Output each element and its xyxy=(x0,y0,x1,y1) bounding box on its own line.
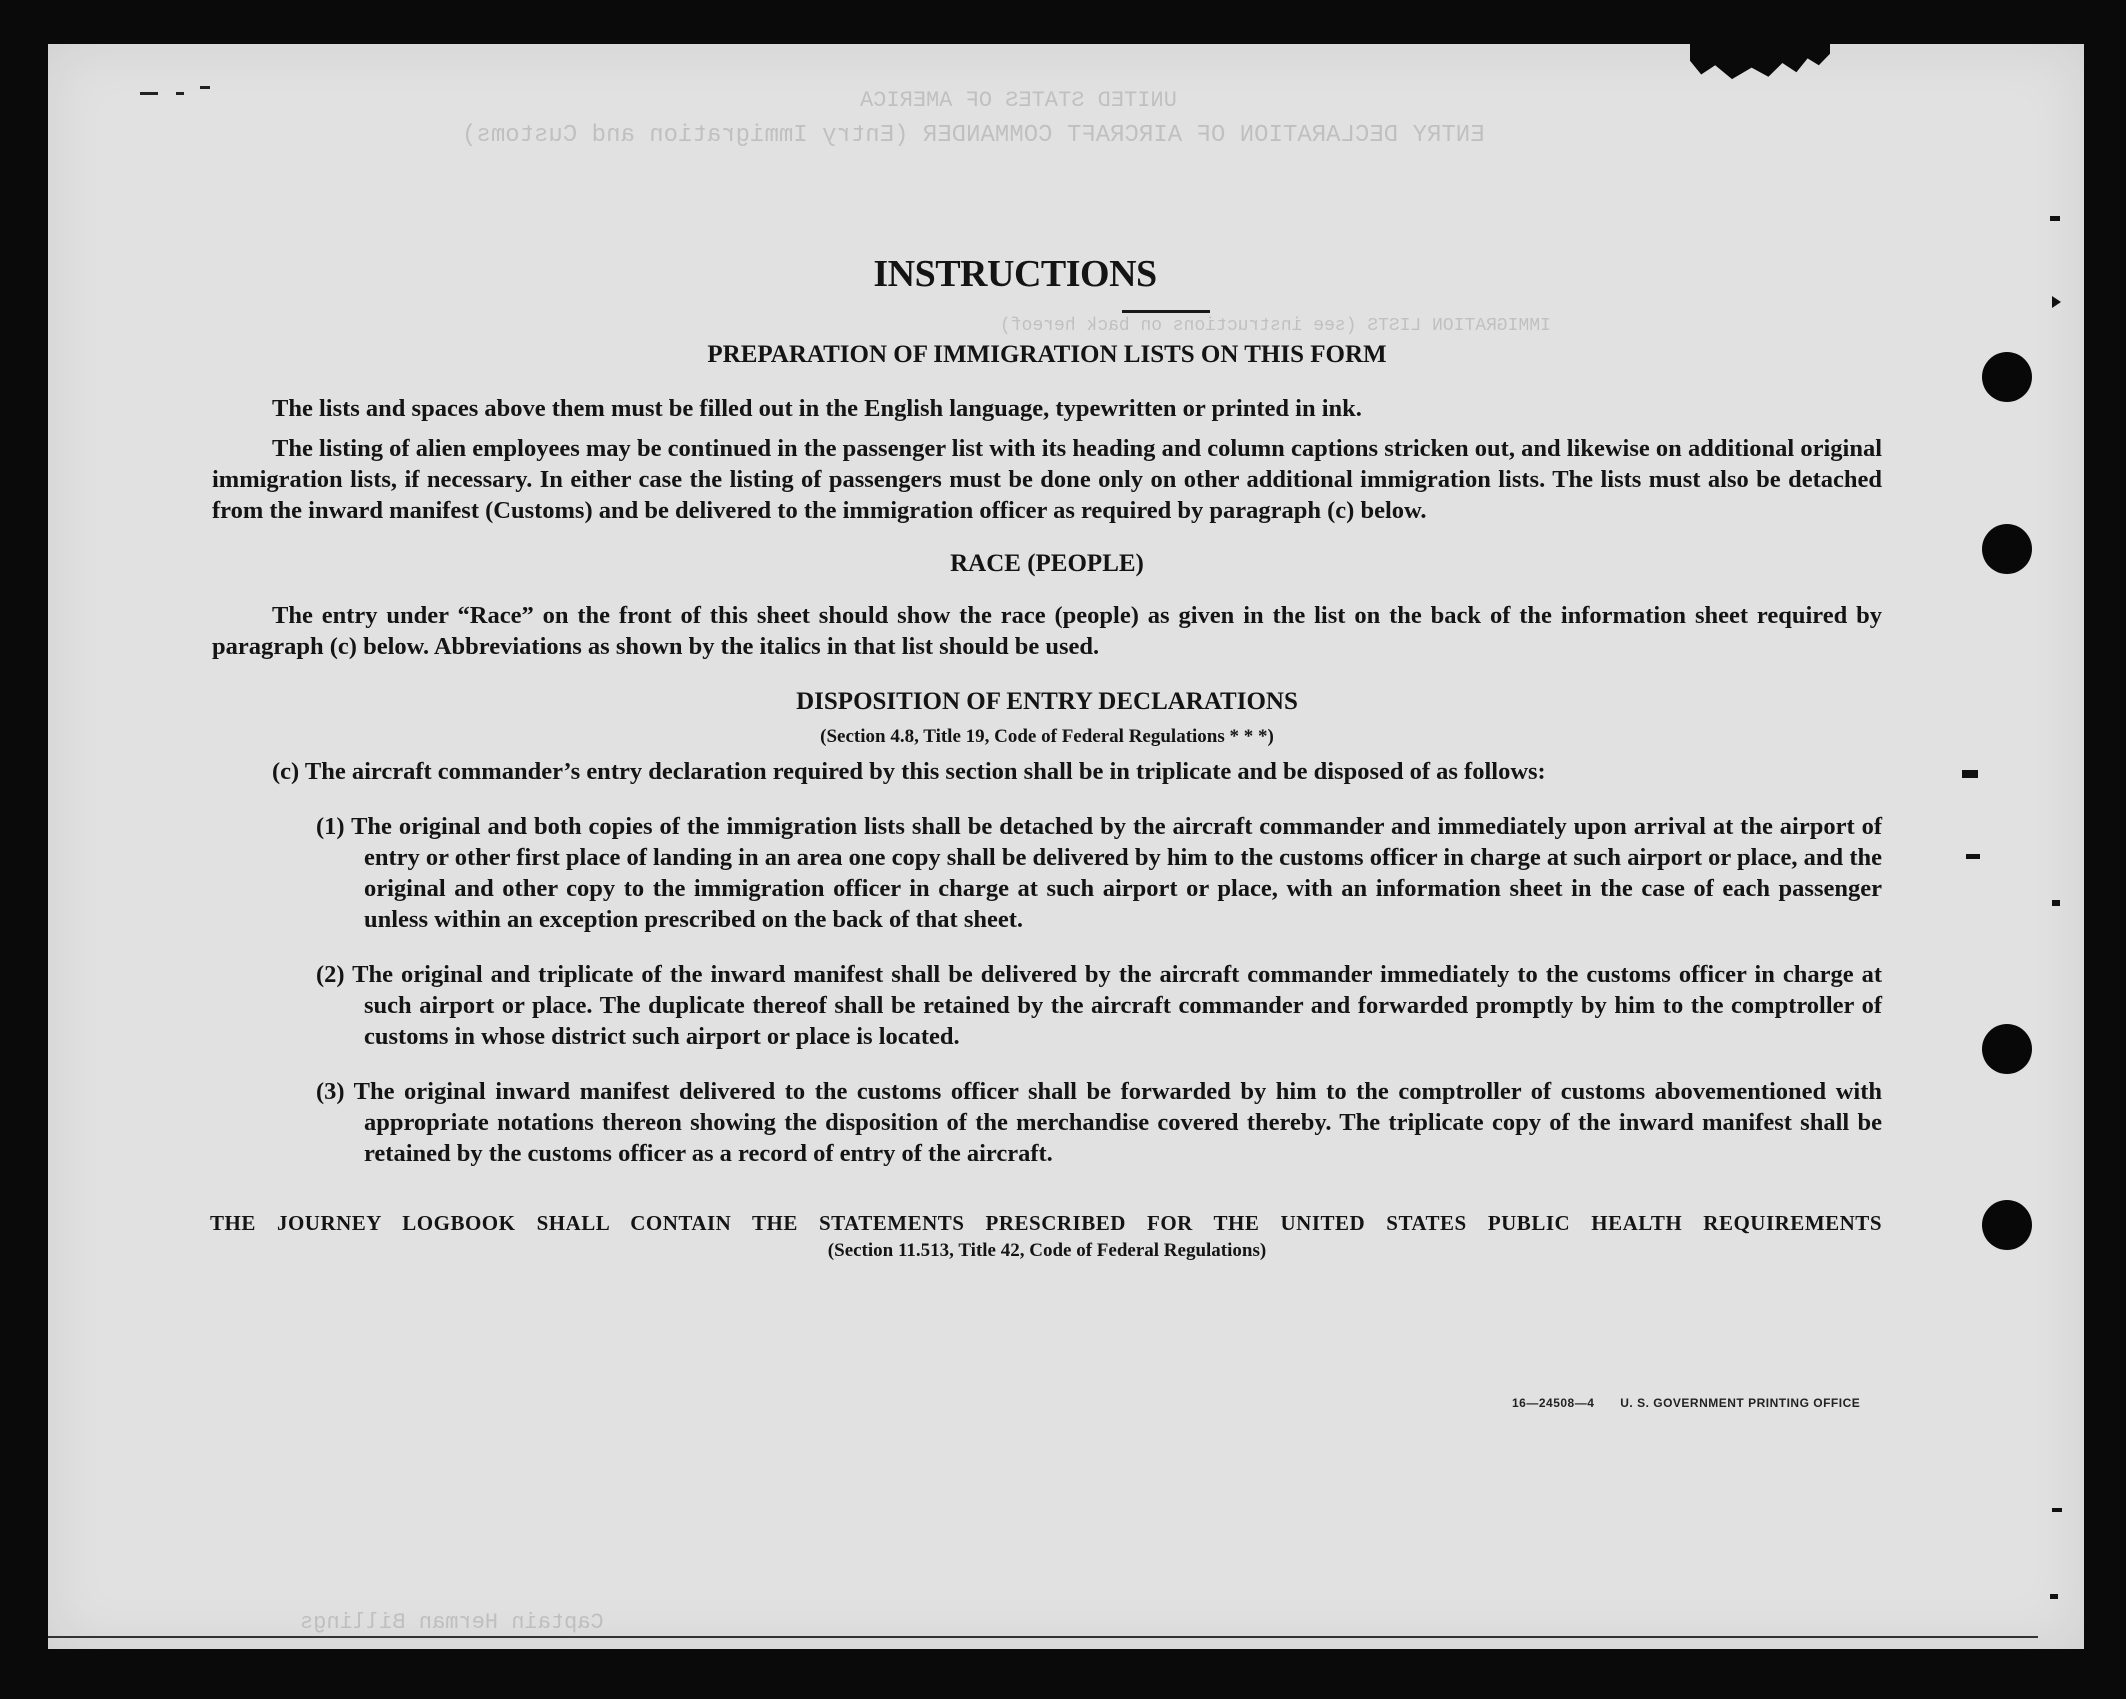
paragraph: The entry under “Race” on the front of this sheet should show the race (people) as given in the list on the back of the information sheet required by paragraph (c) below. Abbreviations as shown by the italics in that list should be used. xyxy=(212,602,1882,660)
scan-speck xyxy=(140,92,158,95)
scan-speck xyxy=(200,86,210,89)
margin-mark xyxy=(1962,770,1978,778)
section-title-race: RACE (PEOPLE) xyxy=(950,550,1144,577)
list-item: (2) The original and triplicate of the inward manifest shall be delivered by the aircraft commander immediately to the customs officer in charge at such airport or place. The duplicate thereof shall be retained by the aircraft commander and forwarded promptly by him to the comptroller of customs in whose district such airport or place is located. xyxy=(316,961,1882,1050)
margin-mark xyxy=(2050,1594,2058,1599)
health-requirements-statement: THE JOURNEY LOGBOOK SHALL CONTAIN THE STATEMENTS PRESCRIBED FOR THE UNITED STATES PUBLIC HEALTH REQUIREMENTS xyxy=(210,1211,1882,1235)
health-requirements-citation: (Section 11.513, Title 42, Code of Federal Regulations) xyxy=(827,1240,1267,1261)
bottom-edge-line xyxy=(48,1636,2038,1638)
list-item: (3) The original inward manifest delivered to the customs officer shall be forwarded by him to the comptroller of customs abovementioned with appropriate notations thereon showing the disposition of the merchandise covered thereby. The triplicate copy of the inward manifest shall be retained by the customs officer as a record of entry of the aircraft. xyxy=(316,1078,1882,1167)
title-rule xyxy=(1122,310,1210,313)
paragraph: The lists and spaces above them must be filled out in the English language, typewritten or printed in ink. xyxy=(272,395,1362,422)
bleed-through-line-4: Captain Herman Billings xyxy=(300,1610,604,1635)
margin-mark xyxy=(2050,216,2060,221)
instructions-text-block xyxy=(212,252,1882,1262)
scan-speck xyxy=(176,92,184,95)
margin-mark xyxy=(2052,900,2060,906)
paragraph: The listing of alien employees may be continued in the passenger list with its heading and column captions stricken out, and likewise on additional original immigration lists, if necessary. In either case the listing of passengers must be done only on other additional immigration lists. The lists must also be detached from the inward manifest (Customs) and be delivered to the immigration officer as required by paragraph (c) below. xyxy=(212,435,1882,524)
punch-hole xyxy=(1982,1024,2032,1074)
section-citation: (Section 4.8, Title 19, Code of Federal Regulations * * *) xyxy=(820,726,1274,747)
bleed-through-line-1: UNITED STATES OF AMERICA xyxy=(860,88,1177,113)
bleed-through-line-3: IMMIGRATION LISTS (see instructions on back hereof) xyxy=(1000,316,1551,336)
printer-name: U. S. GOVERNMENT PRINTING OFFICE xyxy=(1620,1396,1861,1410)
section-title-disposition: DISPOSITION OF ENTRY DECLARATIONS xyxy=(796,688,1298,715)
margin-mark xyxy=(1966,854,1980,859)
printer-imprint xyxy=(1512,1396,1860,1410)
section-title-preparation: PREPARATION OF IMMIGRATION LISTS ON THIS FORM xyxy=(707,341,1387,368)
page-title: INSTRUCTIONS xyxy=(873,253,1157,295)
punch-hole xyxy=(1982,352,2032,402)
print-code: 16—24508—4 xyxy=(1512,1396,1595,1410)
list-item: (1) The original and both copies of the immigration lists shall be detached by the aircraft commander and immediately upon arrival at the airport of entry or other first place of landing in an area one copy shall be delivered by him to the customs officer in charge at such airport or place, and the original and other copy to the immigration officer in charge at such airport or place, with an information sheet in the case of each passenger unless within an exception prescribed on the back of that sheet. xyxy=(316,813,1882,933)
punch-hole xyxy=(1982,1200,2032,1250)
bleed-through-line-2: ENTRY DECLARATION OF AIRCRAFT COMMANDER (Entry Immigration and Customs) xyxy=(462,122,1485,149)
punch-hole xyxy=(1982,524,2032,574)
paragraph-c: (c) The aircraft commander’s entry declaration required by this section shall be in triplicate and be disposed of as follows: xyxy=(272,758,1546,785)
margin-mark xyxy=(2052,1508,2062,1512)
